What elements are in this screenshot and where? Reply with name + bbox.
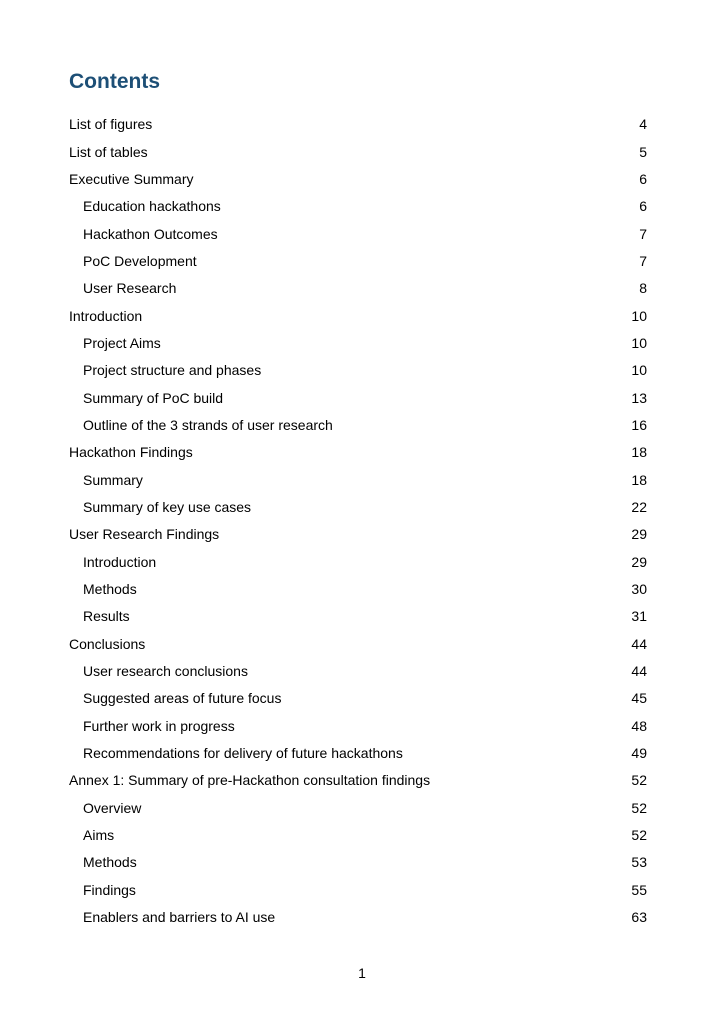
toc-entry-label: Introduction xyxy=(83,553,157,570)
toc-entry[interactable] xyxy=(69,904,647,931)
toc-entry-page: 49 xyxy=(631,745,647,762)
toc-entry-page: 52 xyxy=(631,827,647,844)
toc-entry-page: 8 xyxy=(639,280,647,297)
toc-entry-label: User Research xyxy=(83,280,177,297)
toc-entry[interactable] xyxy=(69,138,647,165)
toc-entry[interactable] xyxy=(69,248,647,275)
toc-entry-label: Summary of key use cases xyxy=(83,498,252,515)
toc-entry-page: 4 xyxy=(639,116,647,133)
toc-entry[interactable] xyxy=(69,466,647,493)
toc-entry-page: 13 xyxy=(631,389,647,406)
toc-entry-page: 7 xyxy=(639,225,647,242)
toc-entry[interactable] xyxy=(69,713,647,740)
toc-entry-page: 29 xyxy=(631,553,647,570)
toc-entry-page: 55 xyxy=(631,881,647,898)
toc-entry[interactable] xyxy=(69,384,647,411)
toc-entry-label: Project Aims xyxy=(83,334,161,351)
toc-entry[interactable] xyxy=(69,549,647,576)
toc-entry-page: 31 xyxy=(631,608,647,625)
toc-entry-label: Executive Summary xyxy=(69,170,194,187)
toc-entry-page: 10 xyxy=(631,362,647,379)
toc-entry-page: 53 xyxy=(631,854,647,871)
toc-entry[interactable] xyxy=(69,412,647,439)
toc-entry-label: User research conclusions xyxy=(83,663,248,680)
toc-entry[interactable] xyxy=(69,521,647,548)
toc-entry-label: Findings xyxy=(83,881,136,898)
toc-entry-page: 10 xyxy=(631,334,647,351)
toc-entry-label: Recommendations for delivery of future hackathons xyxy=(83,745,403,762)
toc-entry-page: 45 xyxy=(631,690,647,707)
toc-entry[interactable] xyxy=(69,740,647,767)
toc-entry-label: Project structure and phases xyxy=(83,362,262,379)
table-of-contents xyxy=(69,111,647,931)
toc-entry-label: Hackathon Findings xyxy=(69,444,193,461)
toc-entry-label: PoC Development xyxy=(83,252,197,269)
toc-entry[interactable] xyxy=(69,685,647,712)
toc-entry-page: 63 xyxy=(631,909,647,926)
toc-entry-label: Outline of the 3 strands of user research xyxy=(83,416,333,433)
toc-entry[interactable] xyxy=(69,166,647,193)
toc-entry[interactable] xyxy=(69,576,647,603)
toc-entry-label: Aims xyxy=(83,827,115,844)
toc-entry-page: 7 xyxy=(639,252,647,269)
toc-entry-label: Enablers and barriers to AI use xyxy=(83,909,276,926)
toc-entry-label: Further work in progress xyxy=(83,717,235,734)
toc-entry[interactable] xyxy=(69,658,647,685)
toc-entry[interactable] xyxy=(69,631,647,658)
toc-entry-page: 22 xyxy=(631,498,647,515)
toc-entry-label: Results xyxy=(83,608,130,625)
toc-entry-page: 16 xyxy=(631,416,647,433)
toc-entry-page: 44 xyxy=(631,635,647,652)
toc-entry-label: Education hackathons xyxy=(83,198,221,215)
toc-entry[interactable] xyxy=(69,220,647,247)
toc-entry-label: Overview xyxy=(83,799,142,816)
toc-entry[interactable] xyxy=(69,795,647,822)
toc-entry[interactable] xyxy=(69,439,647,466)
toc-entry[interactable] xyxy=(69,822,647,849)
toc-entry-page: 18 xyxy=(631,471,647,488)
toc-entry-label: List of tables xyxy=(69,143,148,160)
toc-entry[interactable] xyxy=(69,357,647,384)
toc-entry-label: Introduction xyxy=(69,307,143,324)
toc-entry-page: 6 xyxy=(639,198,647,215)
toc-entry-label: Summary xyxy=(83,471,143,488)
toc-entry[interactable] xyxy=(69,767,647,794)
toc-entry-page: 18 xyxy=(631,444,647,461)
toc-entry[interactable] xyxy=(69,275,647,302)
toc-entry-page: 29 xyxy=(631,526,647,543)
toc-entry-page: 48 xyxy=(631,717,647,734)
toc-entry[interactable] xyxy=(69,330,647,357)
toc-entry-label: Summary of PoC build xyxy=(83,389,224,406)
toc-entry-page: 5 xyxy=(639,143,647,160)
toc-entry[interactable] xyxy=(69,849,647,876)
toc-entry-label: Methods xyxy=(83,581,137,598)
toc-entry-label: Annex 1: Summary of pre-Hackathon consultation findings xyxy=(69,772,431,789)
toc-entry[interactable] xyxy=(69,111,647,138)
toc-entry[interactable] xyxy=(69,494,647,521)
toc-entry-page: 10 xyxy=(631,307,647,324)
toc-entry-label: Conclusions xyxy=(69,635,146,652)
toc-entry-label: User Research Findings xyxy=(69,526,220,543)
toc-entry-label: Methods xyxy=(83,854,137,871)
toc-entry-label: List of figures xyxy=(69,116,153,133)
toc-entry[interactable] xyxy=(69,877,647,904)
page-title: Contents xyxy=(69,70,160,93)
toc-entry-page: 30 xyxy=(631,581,647,598)
toc-entry-page: 6 xyxy=(639,170,647,187)
toc-entry-page: 44 xyxy=(631,663,647,680)
page-number: 1 xyxy=(358,965,366,981)
toc-entry-label: Hackathon Outcomes xyxy=(83,225,218,242)
toc-entry[interactable] xyxy=(69,302,647,329)
toc-entry[interactable] xyxy=(69,193,647,220)
toc-entry-page: 52 xyxy=(631,799,647,816)
toc-entry-label: Suggested areas of future focus xyxy=(83,690,282,707)
toc-entry[interactable] xyxy=(69,603,647,630)
toc-entry-page: 52 xyxy=(631,772,647,789)
